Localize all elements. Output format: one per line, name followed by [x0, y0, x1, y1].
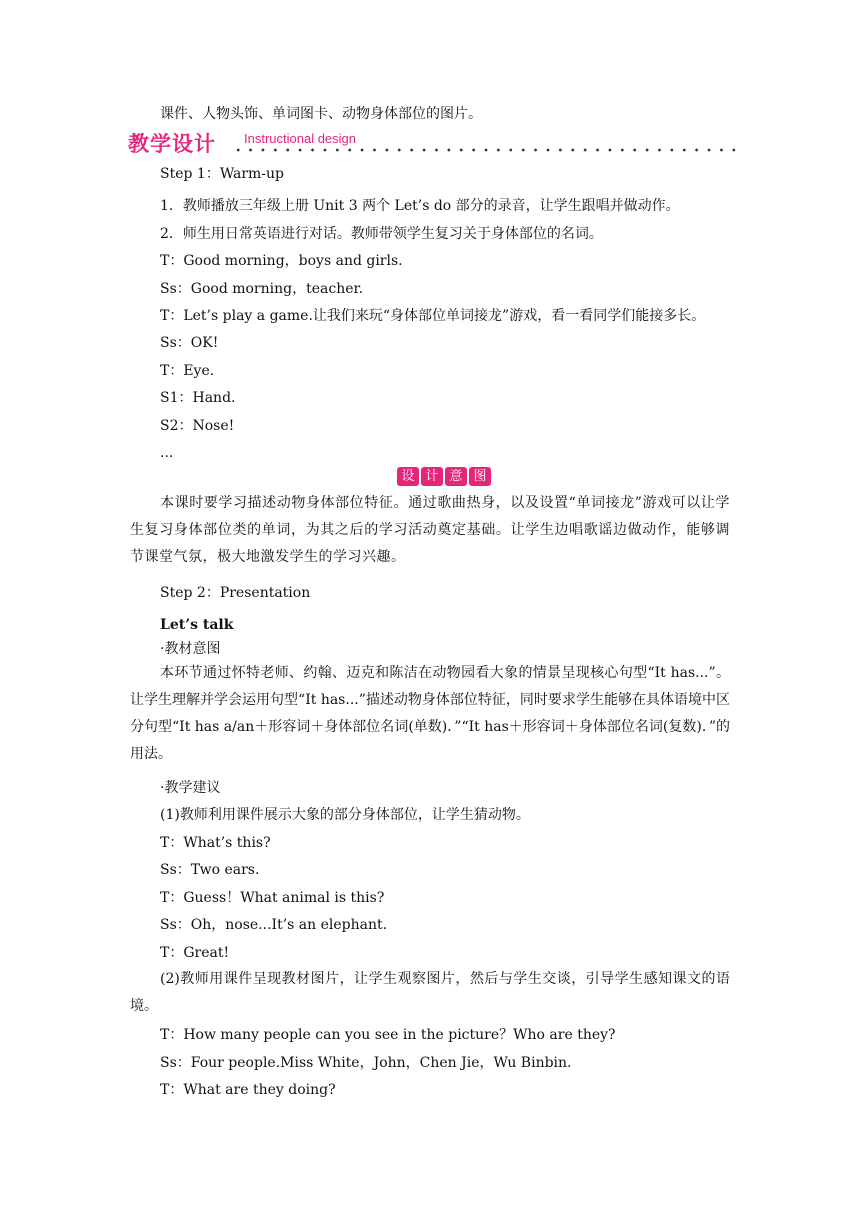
step1-line: 2．师生用日常英语进行对话。教师带领学生复习关于身体部位的名词。 — [160, 226, 603, 242]
dialog-line: Ss：Two ears. — [160, 862, 260, 878]
section-subtitle: Instructional design — [244, 131, 357, 146]
dialog-line: T：How many people can you see in the picture？Who are they? — [160, 1027, 616, 1043]
dialog-line: T：Let’s play a game.让我们来玩“身体部位单词接龙”游戏，看一看同学们能接多长。 — [160, 308, 706, 324]
design-intent-badge — [397, 467, 491, 486]
dialog-line: Ss：Oh，nose...It’s an elephant. — [160, 917, 388, 933]
badge-char: 图 — [469, 467, 491, 486]
dialog-line: Ss：Four people.Miss White，John，Chen Jie，Wu Binbin. — [160, 1055, 572, 1071]
dialog-line: Ss：Good morning，teacher. — [160, 281, 364, 297]
dialog-line: T：What’s this? — [160, 835, 271, 851]
dialog-line: T：Eye. — [160, 363, 215, 379]
badge-char: 计 — [421, 467, 443, 486]
dialog-line: S1：Hand. — [160, 390, 236, 406]
section-header — [128, 128, 740, 158]
badge-char: 设 — [397, 467, 419, 486]
dialog-line: T：Good morning，boys and girls. — [160, 253, 403, 269]
suggestion-paragraph: (2)教师用课件呈现教材图片，让学生观察图片，然后与学生交谈，引导学生感知课文的语境。 — [130, 971, 730, 1014]
ellipsis: ... — [160, 445, 174, 461]
dialog-line: T：What are they doing? — [160, 1082, 336, 1098]
step1-title: Step 1：Warm-up — [160, 166, 285, 182]
dialog-line: Ss：OK! — [160, 335, 219, 351]
dialog-line: T：Guess！What animal is this? — [160, 890, 385, 906]
step2-title: Step 2：Presentation — [160, 585, 311, 601]
suggestion-line: (1)教师利用课件展示大象的部分身体部位，让学生猜动物。 — [160, 807, 530, 823]
dialog-line: S2：Nose! — [160, 418, 235, 434]
material-intent-paragraph: 本环节通过怀特老师、约翰、迈克和陈洁在动物园看大象的情景呈现核心句型“It has...”。让学生理解并学会运用句型“It has...”描述动物身体部位特征，同时要求学生能够在具体语境中区分句型“It has a/an＋形容词＋身体部位名词(单数)．”“It has＋形容词＋身体部位名词(复数)．”的用法。 — [130, 665, 730, 762]
badge-char: 意 — [445, 467, 467, 486]
step1-line: 1．教师播放三年级上册 Unit 3 两个 Let’s do 部分的录音，让学生跟唱并做动作。 — [160, 198, 680, 214]
step2-subtitle: Let’s talk — [160, 617, 234, 633]
dialog-line: T：Great! — [160, 945, 230, 961]
teaching-suggestion-label: ·教学建议 — [160, 780, 221, 796]
dotted-rule — [232, 148, 742, 152]
design-intent-paragraph: 本课时要学习描述动物身体部位特征。通过歌曲热身，以及设置“单词接龙”游戏可以让学生复习身体部位类的单词，为其之后的学习活动奠定基础。让学生边唱歌谣边做动作，能够调节课堂气氛，极大地激发学生的学习兴趣。 — [130, 495, 730, 565]
materials-line: 课件、人物头饰、单词图卡、动物身体部位的图片。 — [160, 106, 482, 122]
section-title: 教学设计 — [128, 132, 216, 156]
material-intent-label: ·教材意图 — [160, 641, 221, 657]
